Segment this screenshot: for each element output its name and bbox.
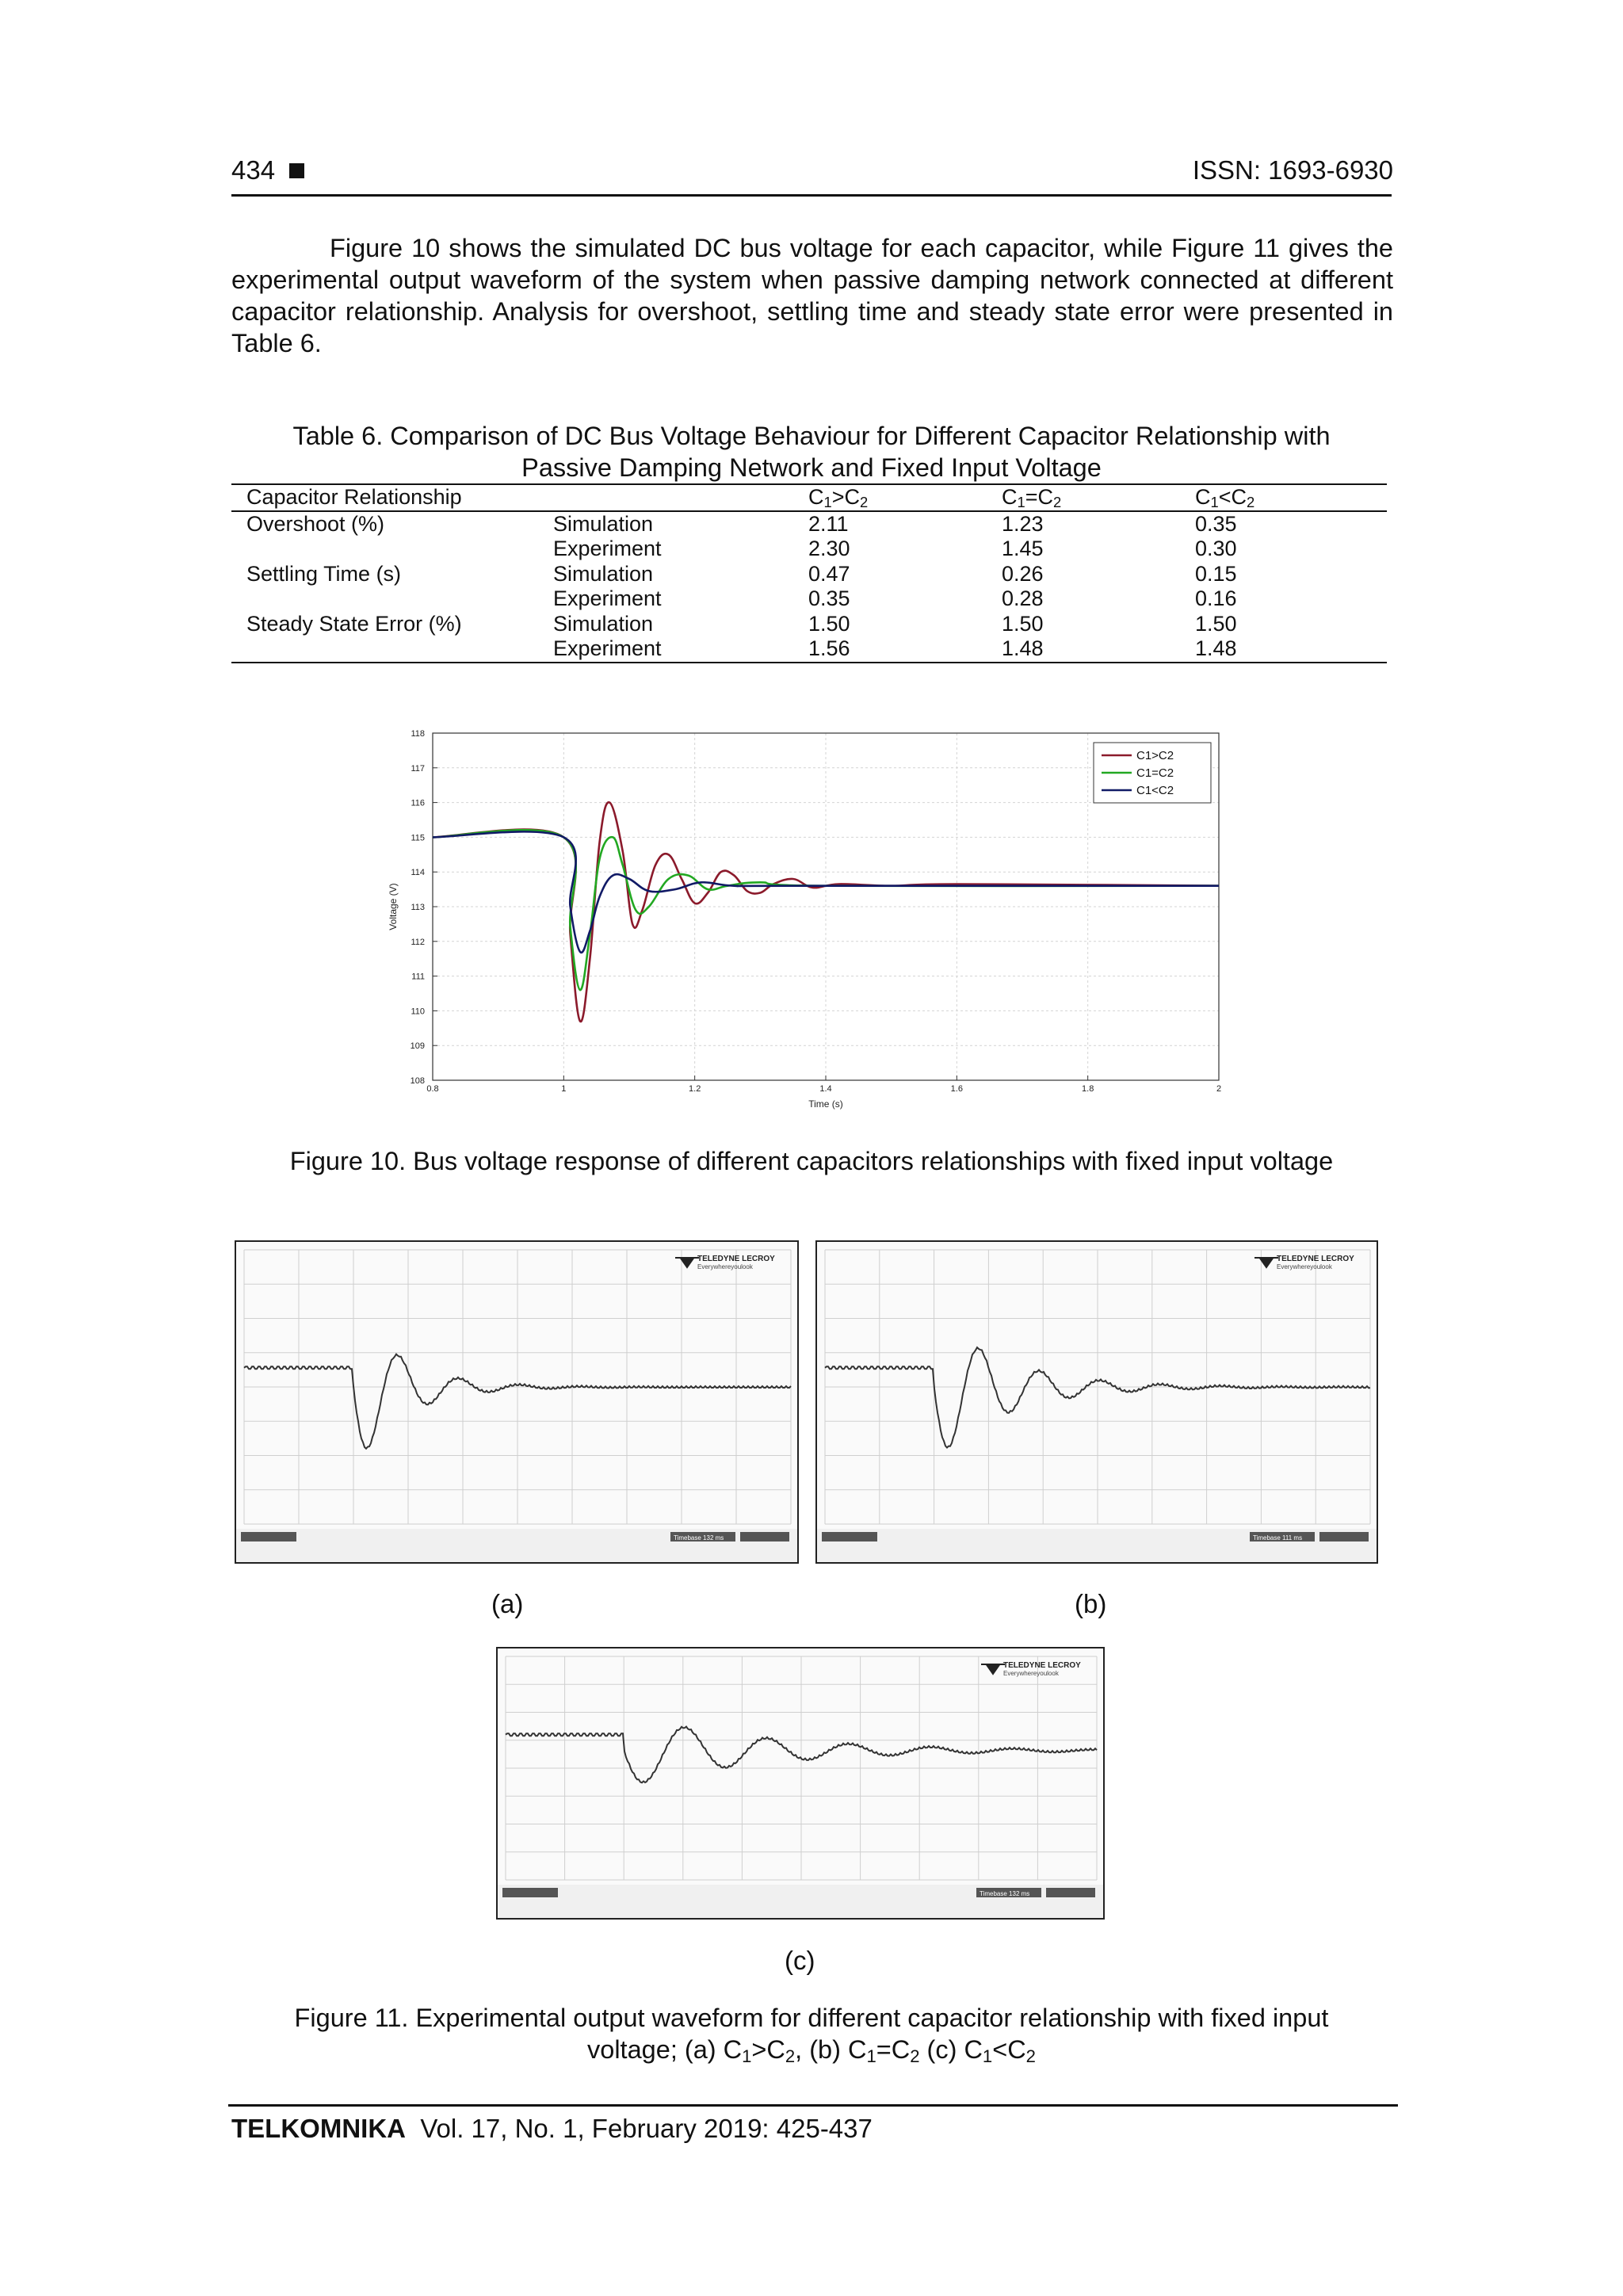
table-cell: 1.45 [1002,537,1044,560]
square-bullet-icon [289,163,304,178]
table-cell: Simulation [553,561,654,586]
figure11-caption: Figure 11. Experimental output waveform for different capacitor relationship with fixed input voltage; (a) $C_1>C_2$, (b) $C_1=C_2$ (c) $C_1<C_2$ [231,2002,1392,2065]
y-tick-label: 115 [411,833,425,843]
table-row [231,612,1387,637]
table-cell [231,586,539,612]
table-cell: 0.26 [1002,561,1044,586]
table-cell: 1.50 [1195,611,1237,636]
scope-tagline: Everywhereyoulook [697,1263,753,1270]
figure10-chart [380,725,1236,1114]
y-tick-label: 110 [411,1007,425,1017]
table-row [231,562,1387,587]
y-tick-label: 109 [410,1041,425,1052]
scope-brand: TELEDYNE LECROY [1003,1661,1081,1670]
table-cell: Experiment [553,586,662,610]
trigger-badge [740,1532,789,1541]
subfigure-label-b: (b) [1075,1589,1107,1618]
table-cell: 0.30 [1195,537,1237,560]
table-cell: 2.11 [808,511,849,536]
table-cell: 0.16 [1195,586,1237,610]
header-rule [231,194,1392,197]
x-tick-label: 1.6 [950,1084,963,1094]
y-tick-label: 108 [410,1076,425,1086]
table-row [231,586,1387,612]
y-tick-label: 114 [411,868,425,878]
x-tick-label: 1 [561,1084,567,1094]
table-header-row [231,484,1387,511]
y-tick-label: 113 [411,903,425,912]
table-cell: $C_1>C_2$ [808,484,1002,511]
scope-background [498,1648,1103,1918]
x-tick-label: 0.8 [426,1084,439,1094]
table-cell: 1.56 [808,636,1002,663]
y-tick-label: 111 [411,972,425,982]
trigger-badge [1319,1532,1369,1541]
scope-brand: TELEDYNE LECROY [1277,1255,1354,1263]
y-tick-label: 116 [411,798,425,808]
table-cell: Capacitor Relationship [231,484,539,511]
subfigure-label-c: (c) [785,1946,815,1975]
x-tick-label: 1.2 [689,1084,701,1094]
table-cell [231,537,539,562]
oscilloscope-screenshot [496,1647,1105,1920]
scope-tagline: Everywhereyoulook [1003,1670,1059,1677]
table-row [231,636,1387,663]
x-axis-label: Time (s) [808,1098,843,1110]
y-tick-label: 118 [411,729,425,739]
table-cell: Simulation [553,511,654,536]
journal-name: TELKOMNIKA [231,2114,406,2143]
table-cell: 0.28 [1002,586,1044,610]
y-tick-label: 117 [411,763,425,774]
channel-badge [822,1532,877,1541]
page-number: 434 [231,155,304,185]
table-row [231,511,1387,537]
table-cell: 0.35 [1195,511,1237,536]
channel-badge [241,1532,296,1541]
x-tick-label: 1.4 [819,1084,832,1094]
footer [231,2114,873,2144]
table-cell: Steady State Error (%) [246,611,462,636]
legend-label: C1<C2 [1136,784,1174,797]
legend-label: C1>C2 [1136,749,1174,762]
scope-background [817,1242,1377,1562]
table-cell: $C_1=C_2$ [1002,484,1195,511]
journal-details: Vol. 17, No. 1, February 2019: 425-437 [420,2114,873,2143]
figure11-caption-line2: voltage; (a) $C_1>C_2$, (b) $C_1=C_2$ (c) $C_1<C_2$ [587,2035,1036,2066]
table-cell [231,636,539,663]
oscilloscope-screenshot [815,1240,1378,1564]
channel-badge [502,1888,558,1897]
x-tick-label: 2 [1216,1084,1222,1094]
y-axis-label: Voltage (V) [388,883,399,930]
table-cell: 2.30 [808,537,850,560]
footer-rule [228,2104,1398,2107]
oscilloscope-screenshot [235,1240,799,1564]
table-cell: 0.35 [808,586,850,610]
table-cell: 0.47 [808,561,850,586]
subfigure-label-a: (a) [491,1589,524,1618]
table-cell: 0.15 [1195,561,1237,586]
table-cell: Settling Time (s) [246,561,402,586]
scope-tagline: Everywhereyoulook [1277,1263,1332,1270]
table-cell: 1.48 [1195,636,1387,663]
figure10-caption: Figure 10. Bus voltage response of different capacitors relationships with fixed input voltage [289,1147,1334,1175]
table-cell: Experiment [553,537,662,560]
table-cell: 1.50 [808,611,850,636]
table-cell: Simulation [553,611,654,636]
table-cell: 1.23 [1002,511,1044,536]
table-cell: 1.50 [1002,611,1044,636]
table6 [231,483,1387,663]
table-row [231,537,1387,562]
x-tick-label: 1.8 [1082,1084,1094,1094]
scope-timebase: Timebase 132 ms [980,1890,1030,1897]
scope-timebase: Timebase 132 ms [674,1534,724,1541]
intro-paragraph: Figure 10 shows the simulated DC bus voltage for each capacitor, while Figure 11 gives the experimental output waveform of the system when passive damping network connected at different capacitor relationship. Analysis for overshoot, settling time and steady state error were presented in Table 6. [231,234,1393,357]
legend-label: C1=C2 [1136,766,1174,780]
scope-timebase: Timebase 111 ms [1253,1534,1303,1541]
trigger-badge [1046,1888,1095,1897]
table-cell: Overshoot (%) [246,511,385,536]
scope-brand: TELEDYNE LECROY [697,1255,775,1263]
y-tick-label: 112 [411,937,425,947]
table-cell: Experiment [539,636,808,663]
table6-caption: Table 6. Comparison of DC Bus Voltage Behaviour for Different Capacitor Relationship with Passive Damping Network and Fixed Input Voltage [292,422,1331,482]
issn: ISSN: 1693-6930 [1192,155,1393,185]
scope-background [236,1242,797,1562]
table-cell: $C_1<C_2$ [1195,484,1387,511]
table-cell [539,484,808,511]
table-cell: 1.48 [1002,636,1195,663]
